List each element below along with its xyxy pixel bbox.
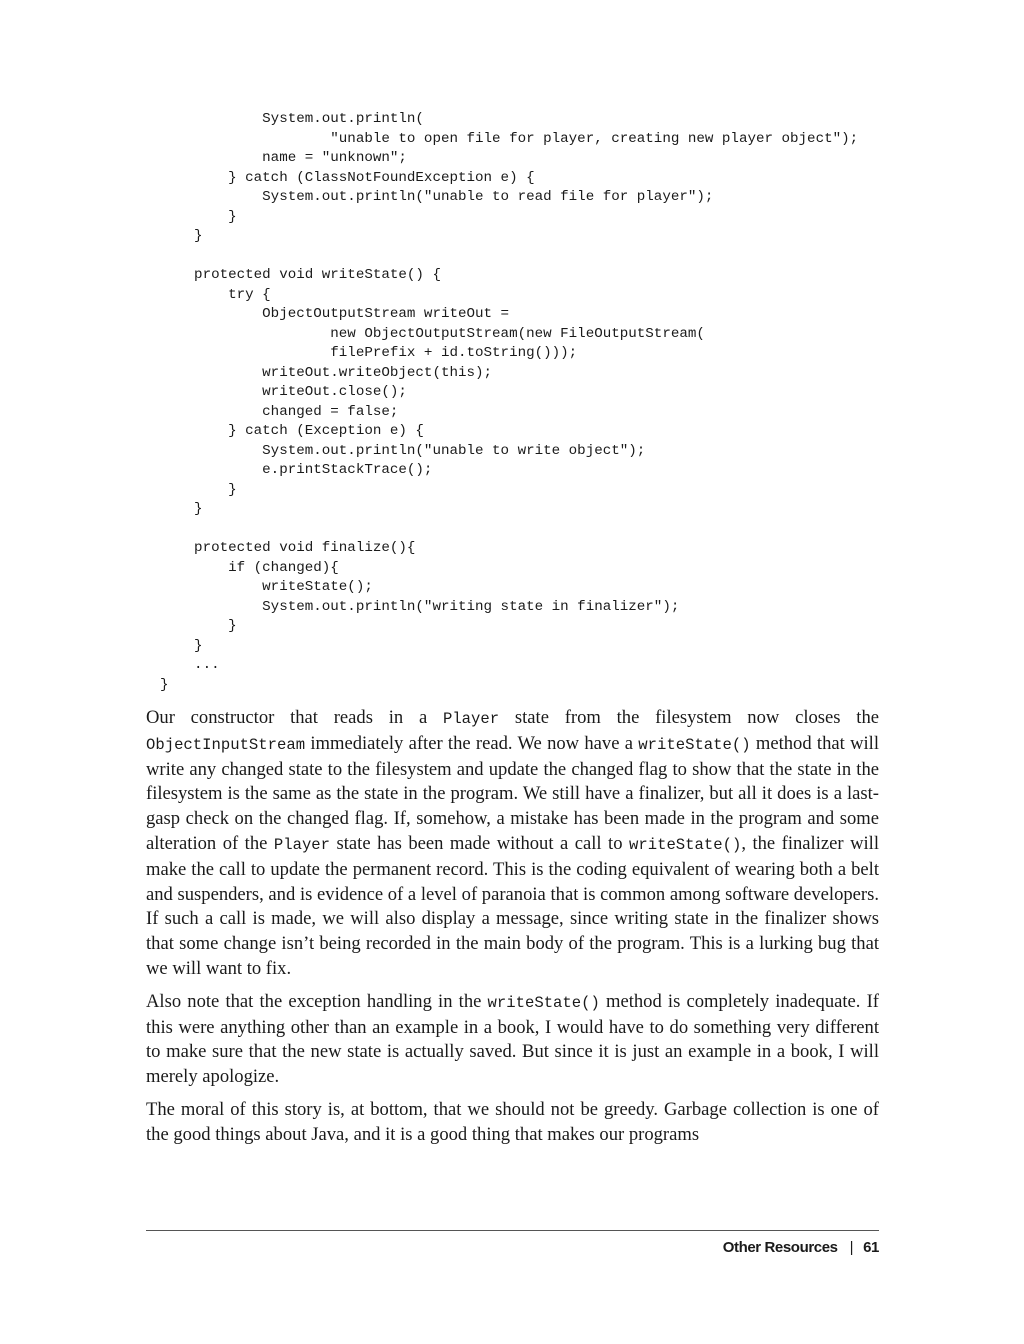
inline-code: writeState() bbox=[629, 835, 742, 854]
inline-code: writeState() bbox=[638, 735, 751, 754]
code-line: } catch (ClassNotFoundException e) { bbox=[160, 169, 535, 186]
code-line: } bbox=[160, 228, 203, 244]
code-line: "unable to open file for player, creating new player object"); bbox=[160, 130, 859, 147]
code-line: name = "unknown"; bbox=[160, 150, 407, 166]
inline-code: ObjectInputStream bbox=[146, 735, 306, 754]
paragraph bbox=[146, 990, 879, 1090]
footer-separator: | bbox=[849, 1239, 854, 1256]
paragraph bbox=[146, 706, 879, 982]
code-line: writeOut.close(); bbox=[160, 384, 407, 400]
code-line: if (changed){ bbox=[160, 559, 339, 576]
code-line: System.out.println( bbox=[160, 111, 424, 127]
page-footer bbox=[723, 1239, 879, 1256]
code-line: } bbox=[160, 208, 237, 225]
text-run: The moral of this story is, at bottom, that we should not be greedy. Garbage collection is one of the good things about Java, and it is a good thing that makes our programs bbox=[146, 1098, 879, 1145]
code-line: new ObjectOutputStream(new FileOutputStream( bbox=[160, 325, 705, 342]
code-line: } bbox=[160, 637, 203, 654]
code-line: } bbox=[160, 501, 203, 517]
body-text bbox=[146, 706, 879, 1156]
code-line: e.printStackTrace(); bbox=[160, 462, 433, 478]
code-line bbox=[160, 247, 900, 267]
code-line: protected void finalize(){ bbox=[160, 540, 416, 556]
code-line: System.out.println("unable to read file for player"); bbox=[160, 189, 714, 205]
text-run: , the finalizer will make the call to update the permanent record. This is the coding equivalent of wearing both a belt and suspenders, and is evidence of a level of paranoia that is common among software developers. If such a call is made, we will also display a message, since writing state in the finalizer shows that some change isn’t being recorded in the main body of the program. This is a lurking bug that we will want to fix. bbox=[146, 832, 880, 979]
text-run: immediately after the read. We now have a bbox=[305, 732, 639, 754]
code-line: protected void writeState() { bbox=[160, 267, 441, 283]
paragraph bbox=[146, 1098, 879, 1148]
code-line: System.out.println("unable to write object"); bbox=[160, 442, 646, 459]
code-line: } bbox=[160, 676, 169, 693]
footer-divider bbox=[146, 1230, 879, 1231]
code-line: } catch (Exception e) { bbox=[160, 423, 424, 439]
code-line: try { bbox=[160, 286, 271, 303]
code-line: } bbox=[160, 618, 237, 634]
text-run: method that will write any changed state to the filesystem and update the changed flag to show that the state in the filesystem is the same as the state in the program. We still have a finalizer, but all it does is a last-gasp check on the changed flag. If, somehow, a mistake has been made in the program and some alteration of the bbox=[146, 732, 880, 854]
code-line: System.out.println("writing state in finalizer"); bbox=[160, 598, 680, 615]
code-line: writeState(); bbox=[160, 579, 373, 595]
code-line: ObjectOutputStream writeOut = bbox=[160, 306, 510, 322]
page-number: 61 bbox=[863, 1239, 879, 1256]
text-run: Our constructor that reads in a bbox=[146, 707, 443, 728]
text-run: method is completely inadequate. If this were anything other than an example in a book, I would have to do something very different to make sure that the new state is actually saved. But since it is just an example in a book, I will merely apologize. bbox=[146, 990, 879, 1088]
code-line: writeOut.writeObject(this); bbox=[160, 364, 493, 381]
code-line: ... bbox=[160, 657, 220, 673]
code-line bbox=[160, 520, 900, 540]
inline-code: writeState() bbox=[487, 993, 600, 1012]
code-line: changed = false; bbox=[160, 403, 399, 420]
inline-code: Player bbox=[442, 710, 500, 728]
code-line: filePrefix + id.toString())); bbox=[160, 345, 578, 361]
text-run: state has been made without a call to bbox=[330, 832, 630, 854]
code-line: } bbox=[160, 481, 237, 498]
code-listing bbox=[160, 110, 900, 695]
text-run: state from the filesystem now closes the bbox=[499, 707, 880, 728]
text-run: Also note that the exception handling in the bbox=[146, 990, 488, 1012]
inline-code: Player bbox=[273, 835, 331, 854]
running-footer-section: Other Resources bbox=[722, 1239, 838, 1256]
